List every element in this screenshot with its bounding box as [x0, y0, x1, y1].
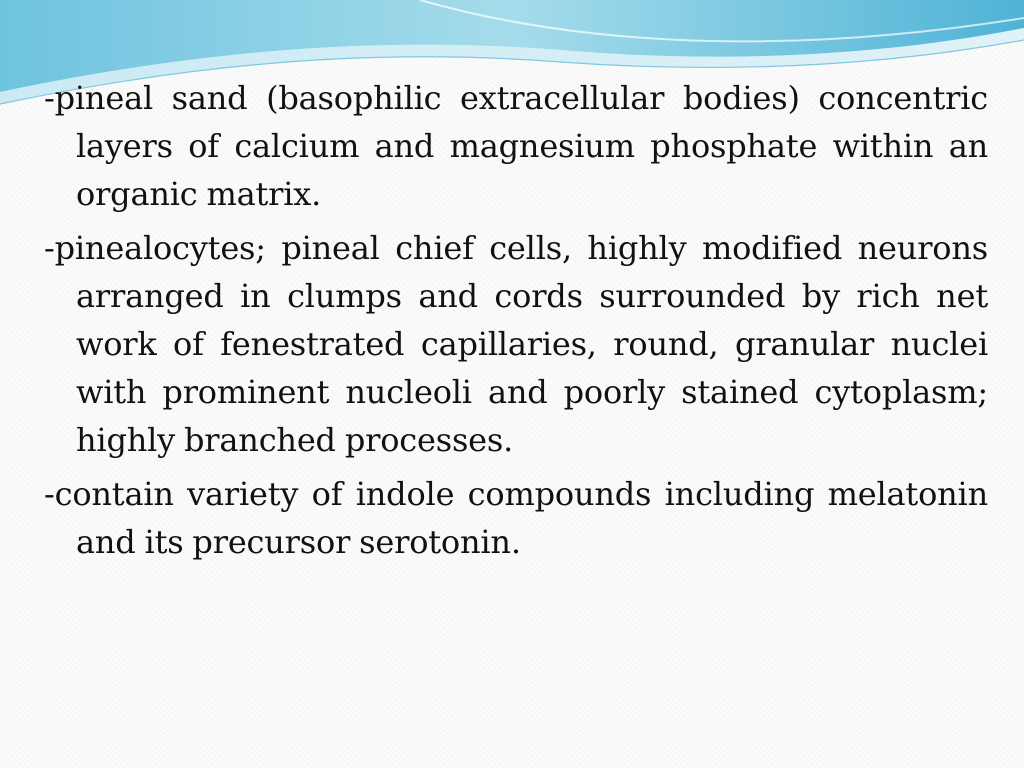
slide-body	[44, 74, 988, 634]
bullet-pinealocytes: -pinealocytes; pineal chief cells, highly modified neurons arranged in clumps and cords surrounded by rich net work of fenestrated capillaries, round, granular nuclei with prominent nucleoli and poorly stained cytoplasm; highly branched processes.	[44, 229, 988, 459]
bullet-pineal-sand: -pineal sand (basophilic extracellular bodies) concentric layers of calcium and magnesium phosphate within an organic matrix.	[44, 79, 988, 213]
bullet-indole-compounds: -contain variety of indole compounds including melatonin and its precursor serotonin.	[44, 475, 988, 561]
